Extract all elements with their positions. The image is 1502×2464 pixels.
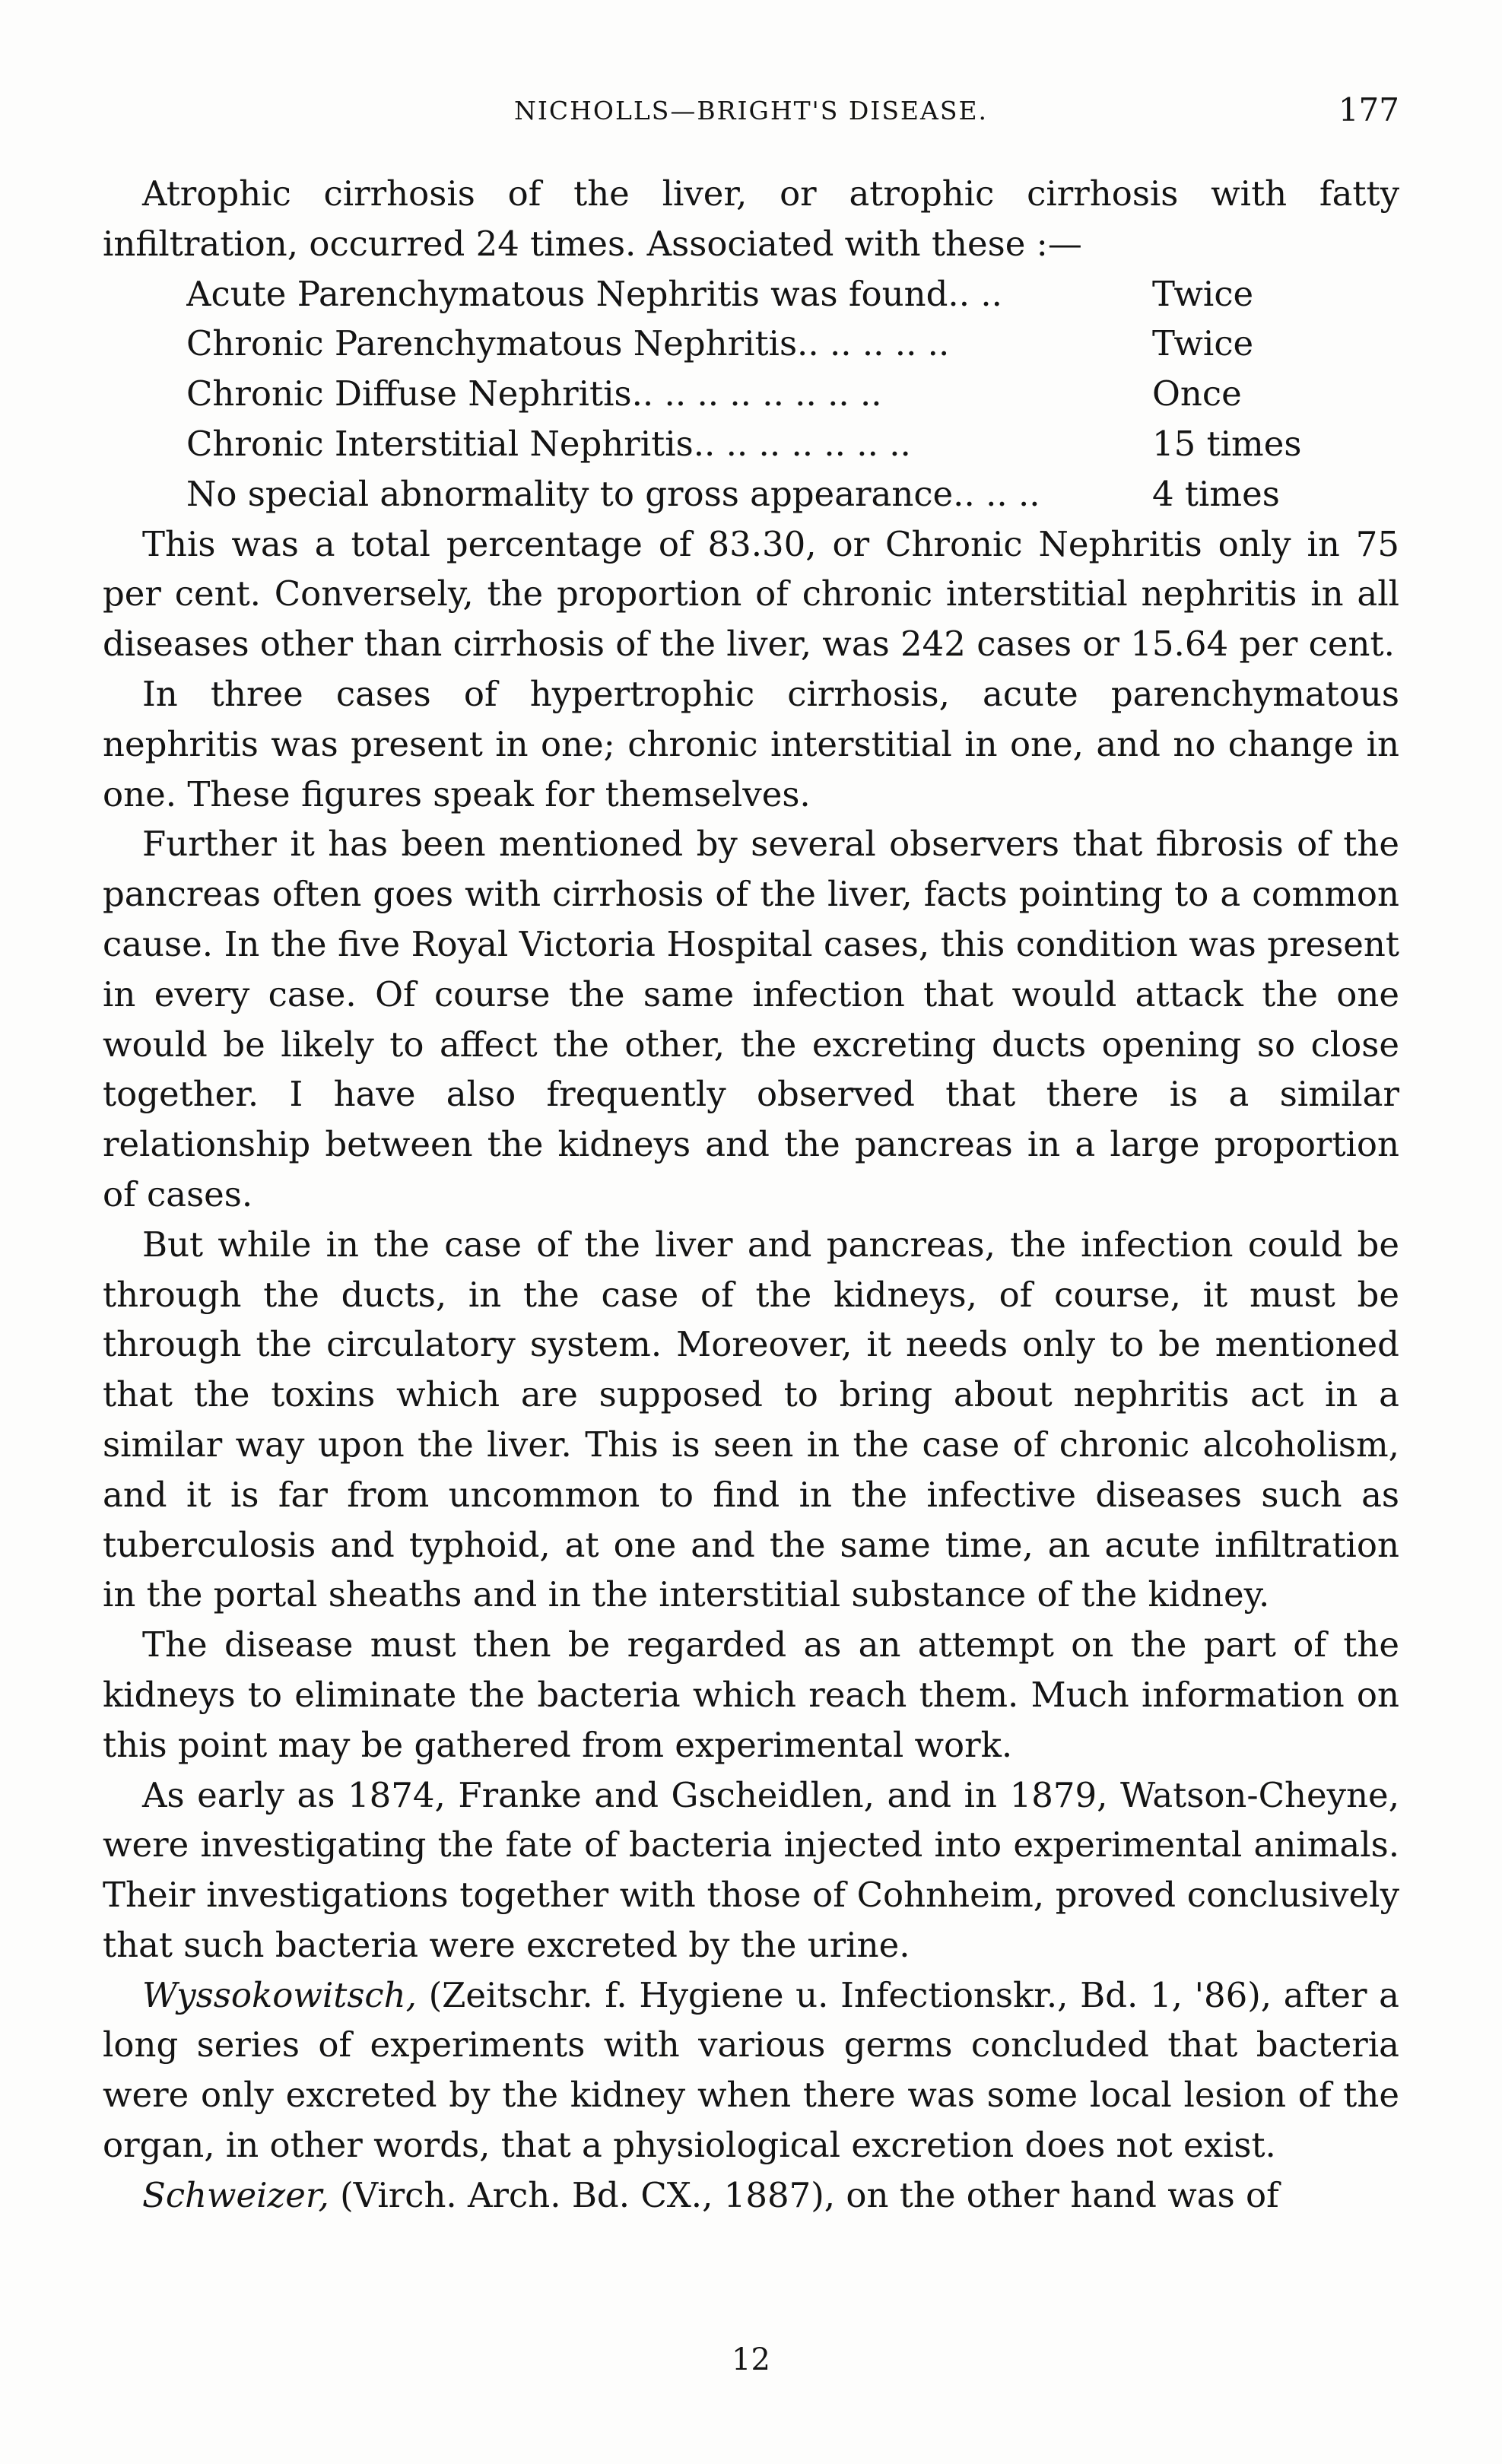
tally-value: Twice xyxy=(1152,323,1254,364)
tally-value: Once xyxy=(1152,373,1242,414)
author-name: Wyssokowitsch, xyxy=(142,1974,417,2015)
running-head xyxy=(103,91,1399,137)
paragraph-atrophic-cirrhosis: Atrophic cirrhosis of the liver, or atrophic cirrhosis with fatty infiltration, occurred 24 times. Associated with these :— xyxy=(103,173,1399,264)
page-body xyxy=(103,169,1399,2221)
paragraph-early-experiments: As early as 1874, Franke and Gscheidlen, and in 1879, Watson-Cheyne, were investigating the fate of bacteria injected into experimental animals. Their investigations together with those of Cohnheim, proved conclusively that such bacteria were excreted by the urine. xyxy=(103,1774,1399,1965)
tally-row xyxy=(103,269,1399,319)
running-title: NICHOLLS—BRIGHT'S DISEASE. xyxy=(513,96,989,125)
tally-label: No special abnormality to gross appearance.. .. .. xyxy=(186,473,1040,514)
paragraph-percentage: This was a total percentage of 83.30, or Chronic Nephritis only in 75 per cent. Conversely, the proportion of chronic interstitial nephritis in all diseases other than cirrhosis of the liver, was 242 cases or 15.64 per cent. xyxy=(103,523,1399,665)
nephritis-tally-list xyxy=(103,269,1399,519)
tally-row xyxy=(103,369,1399,419)
citation-text: (Zeitschr. f. Hygiene u. Infectionskr., Bd. 1, '86), after a long series of experiments with various germs concluded that bacteria were only excreted by the kidney when there was some local lesion of the organ, in other words, that a physiological excretion does not exist. xyxy=(103,1974,1399,2166)
signature-mark: 12 xyxy=(732,2342,770,2377)
tally-value: 4 times xyxy=(1152,473,1280,514)
paragraph-pancreas-fibrosis: Further it has been mentioned by several observers that fibrosis of the pancreas often goes with cirrhosis of the liver, facts pointing to a common cause. In the five Royal Victoria Hospital cases, this condition was present in every case. Of course the same infection that would attack the one would be likely to affect the other, the excreting ducts opening so close together. I have also frequently observed that there is a similar relationship between the kidneys and the pancreas in a large proportion of cases. xyxy=(103,824,1399,1215)
paragraph-circulatory-system: But while in the case of the liver and pancreas, the infection could be through the ducts, in the case of the kidneys, of course, it must be through the circulatory system. Moreover, it needs only to be mentioned that the toxins which are supposed to bring about nephritis act in a similar way upon the liver. This is seen in the case of chronic alcoholism, and it is far from uncommon to find in the infective diseases such as tuberculosis and typhoid, at one and the same time, an acute infiltration in the portal sheaths and in the interstitial substance of the kidney. xyxy=(103,1224,1399,1615)
paragraph-wyssokowitsch xyxy=(103,1970,1399,2170)
tally-row xyxy=(103,419,1399,469)
tally-label: Chronic Interstitial Nephritis.. .. .. .. .. .. .. xyxy=(186,423,911,464)
page-number: 177 xyxy=(1338,91,1399,129)
author-name: Schweizer, xyxy=(142,2174,329,2215)
paragraph-bacteria-elimination: The disease must then be regarded as an attempt on the part of the kidneys to eliminate the bacteria which reach them. Much information on this point may be gathered from experimental work. xyxy=(103,1624,1399,1765)
tally-value: Twice xyxy=(1152,273,1254,314)
paragraph-hypertrophic-cirrhosis: In three cases of hypertrophic cirrhosis, acute parenchymatous nephritis was present in one; chronic interstitial in one, and no change in one. These figures speak for themselves. xyxy=(103,673,1399,814)
tally-label: Chronic Parenchymatous Nephritis.. .. .. .. .. xyxy=(186,323,950,364)
paragraph-schweizer xyxy=(103,2170,1399,2221)
citation-text: (Virch. Arch. Bd. CX., 1887), on the other hand was of xyxy=(329,2174,1279,2215)
tally-row xyxy=(103,469,1399,519)
tally-label: Acute Parenchymatous Nephritis was found.. .. xyxy=(186,273,1002,314)
tally-row xyxy=(103,319,1399,369)
tally-value: 15 times xyxy=(1152,423,1302,464)
tally-label: Chronic Diffuse Nephritis.. .. .. .. .. .. .. .. xyxy=(186,373,882,414)
